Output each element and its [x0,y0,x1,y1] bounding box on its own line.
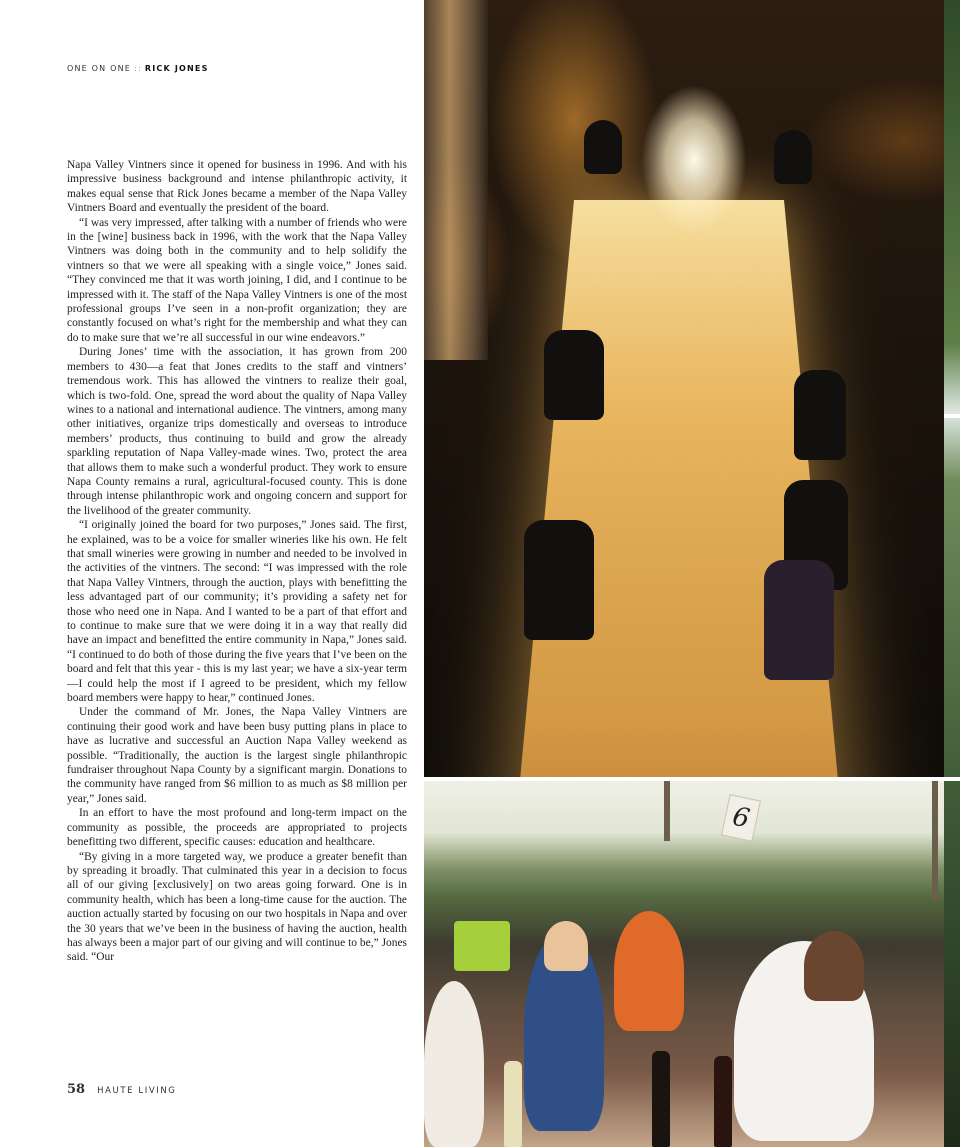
guest-figure [614,911,684,1031]
section-header [67,64,209,73]
article-paragraph: During Jones’ time with the association, it has grown from 200 members to 430—a feat that Jones credits to the staff and vintners’ tremendous work. This has allowed the vintners to realize their goal, which is two-fold. One, spread the word about the quality of Napa Valley wines to a national and international audience. The vintners, among many other initiatives, organize trips domestically and overseas to introduce members’ products, thus continuing to build and grow the already sparkling reputation of Napa Valley-made wines. Two, protect the area that allows them to make such a wonderful product. They work to ensure Napa County remains a rural, agricultural-focused county. This is done through intense philanthropic work and ongoing concern and support for the livelihood of the greater community. [67,346,407,517]
bid-paddle: 6 [721,794,761,842]
guest-silhouette [774,130,812,184]
subject-name: RICK JONES [144,64,209,73]
photo-gap [944,414,960,418]
guest-figure [804,931,864,1001]
guest-silhouette [584,120,622,174]
guest-silhouette [524,520,594,640]
tent-pole [664,781,670,841]
auction-tent-photo [424,781,944,1147]
guest-silhouette [764,560,834,680]
page-number: 58 [67,1082,86,1097]
section-label: ONE ON ONE [67,64,132,73]
tent-pole [932,781,938,901]
wine-bottle [714,1056,732,1147]
adjacent-photo-edge [944,0,960,1147]
header-separator: :: [134,64,142,73]
article-paragraph: Napa Valley Vintners since it opened for business in 1996. And with his impressive business background and intense philanthropic activity, it makes equal sense that Rick Jones became a member of the Napa Valley Vintners Board and eventually the president of the board. [67,159,407,215]
article-paragraph: In an effort to have the most profound and long-term impact on the community as possible, the proceeds are appropriated to projects benefitting two different, specific causes: education and healthcare. [67,807,407,849]
page-footer [67,1078,177,1097]
dinner-table-photo [424,0,944,777]
guest-silhouette [794,370,846,460]
publication-name: HAUTE LIVING [97,1086,177,1096]
article-body [67,158,407,1048]
guest-silhouette [544,330,604,420]
article-paragraph: “By giving in a more targeted way, we produce a greater benefit than by spreading it broadly. That culminated this year in a decision to focus all of our giving [exclusively] on two areas going forward. One is in community health, which has been a long-time cause for the auction. The auction actually started by focusing on our two hospitals in Napa and over the 30 years that we’ve been in the business of having the auction, health has always been a major part of our giving and will continue to be,” Jones said. “Our [67,850,407,964]
article-paragraph: “I was very impressed, after talking with a number of friends who were in the [wine] business back in 1996, with the work that the Napa Valley Vintners was doing both in the community and to help solidify the vintners so that we were all speaking with a single voice,” Jones said. “They convinced me that it was worth joining, I did, and I continue to be impressed with it. The staff of the Napa Valley Vintners is one of the most professional groups I’ve seen in a non-profit organization; they are constantly focused on what’s right for the membership and what they can do to make sure that we’re all successful in our wine endeavors.” [67,216,407,344]
wine-tank [424,0,488,360]
guest-figure [544,921,588,971]
green-bucket [454,921,510,971]
wine-bottle [652,1051,670,1147]
wine-bottle [504,1061,522,1147]
article-paragraph: Under the command of Mr. Jones, the Napa Valley Vintners are continuing their good work and have been busy putting plans in place to have as lucrative and successful an Auction Napa Valley weekend as possible. “Traditionally, the auction is the largest single philanthropic fundraiser throughout Napa County by a significant margin. Donations to the community have ranged from $6 million to as much as $8 million per year,” Jones said. [67,706,407,805]
guest-figure [424,981,484,1147]
article-paragraph: “I originally joined the board for two purposes,” Jones said. The first, he explained, was to be a voice for smaller wineries like his own. He felt that small wineries were growing in number and needed to be involved in the activities of the vintners. The second: “I was impressed with the role that Napa Valley Vintners, through the auction, plays with benefitting the less advantaged part of our community; it’s providing a safety net for those who need one in Napa. And I wanted to be a part of that effort and to continue to make sure that we were doing it in a way that really did have an impact and benefitted the entire community in Napa,” Jones said. “I continued to do both of those during the five years that I’ve been on the board and felt that this year - this is my last year; we have a six-year term—I could help the most if I agreed to be president, which my fellow board members were happy to hear,” continued Jones. [67,519,407,705]
chandelier [619,20,769,240]
photo-gap [944,777,960,781]
